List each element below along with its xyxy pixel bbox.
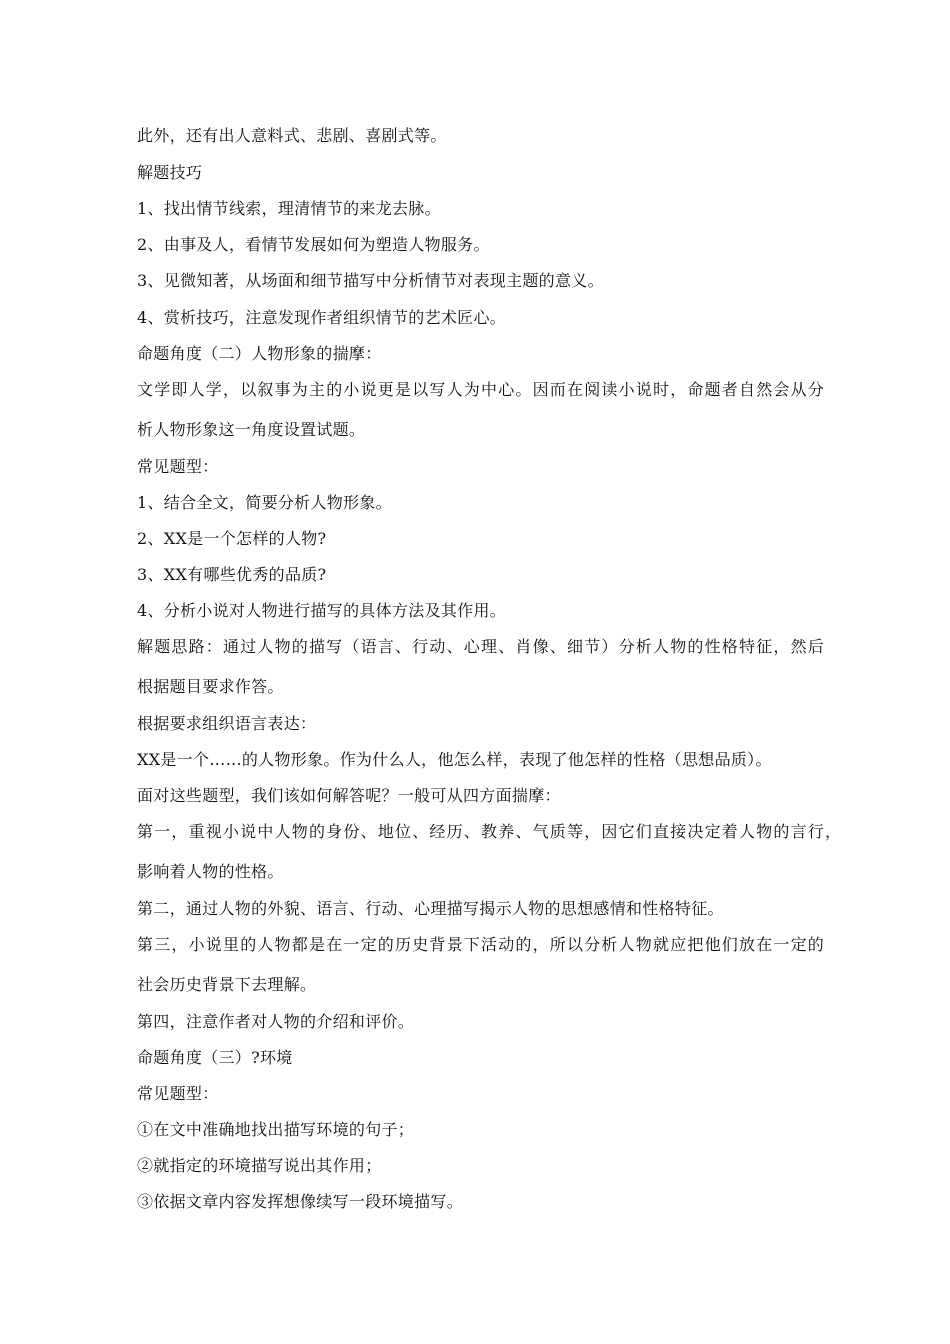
paragraph-line: 析人物形象这一角度设置试题。: [137, 420, 366, 439]
paragraph-line: 根据题目要求作答。: [137, 677, 284, 696]
list-item: ③依据文章内容发挥想像续写一段环境描写。: [137, 1192, 464, 1211]
paragraph-line: 面对这些题型，我们该如何解答呢？一般可从四方面揣摩：: [137, 786, 561, 805]
list-item: 2、由事及人，看情节发展如何为塑造人物服务。: [137, 235, 490, 254]
list-item: 1、结合全文，简要分析人物形象。: [137, 493, 392, 512]
text-line: 此外，还有出人意料式、悲剧、喜剧式等。: [137, 126, 447, 145]
paragraph-line: 第二，通过人物的外貌、语言、行动、心理描写揭示人物的思想感情和性格特征。: [137, 899, 724, 918]
list-item: 4、赏析技巧，注意发现作者组织情节的艺术匠心。: [137, 308, 507, 327]
list-item: ②就指定的环境描写说出其作用；: [137, 1156, 382, 1175]
paragraph-line: XX是一个……的人物形象。作为什么人，他怎么样，表现了他怎样的性格（思想品质）。: [137, 750, 772, 769]
section-heading: 解题技巧: [137, 163, 203, 182]
section-heading: 命题角度（二）人物形象的揣摩：: [137, 344, 382, 363]
paragraph-line: 第四，注意作者对人物的介绍和评价。: [137, 1012, 415, 1031]
section-heading: 常见题型：: [137, 1084, 219, 1103]
paragraph-line: 影响着人物的性格。: [137, 862, 284, 881]
list-item: 4、分析小说对人物进行描写的具体方法及其作用。: [137, 601, 507, 620]
section-heading: 命题角度（三）?环境: [137, 1048, 293, 1067]
list-item: 3、见微知著，从场面和细节描写中分析情节对表现主题的意义。: [137, 271, 604, 290]
list-item: 2、XX是一个怎样的人物?: [137, 529, 327, 548]
paragraph-line: 文学即人学，以叙事为主的小说更是以写人为中心。因而在阅读小说时，命题者自然会从分: [137, 380, 826, 399]
paragraph-line: 社会历史背景下去理解。: [137, 975, 317, 994]
section-heading: 根据要求组织语言表达：: [137, 714, 317, 733]
paragraph-line: 解题思路：通过人物的描写（语言、行动、心理、肖像、细节）分析人物的性格特征，然后: [137, 637, 826, 656]
list-item: 3、XX有哪些优秀的品质?: [137, 565, 327, 584]
paragraph-line: 第一，重视小说中人物的身份、地位、经历、教养、气质等，因它们直接决定着人物的言行，: [137, 822, 843, 841]
list-item: ①在文中准确地找出描写环境的句子；: [137, 1120, 415, 1139]
section-heading: 常见题型：: [137, 457, 219, 476]
list-item: 1、找出情节线索，理清情节的来龙去脉。: [137, 199, 441, 218]
paragraph-line: 第三，小说里的人物都是在一定的历史背景下活动的，所以分析人物就应把他们放在一定的: [137, 935, 826, 954]
